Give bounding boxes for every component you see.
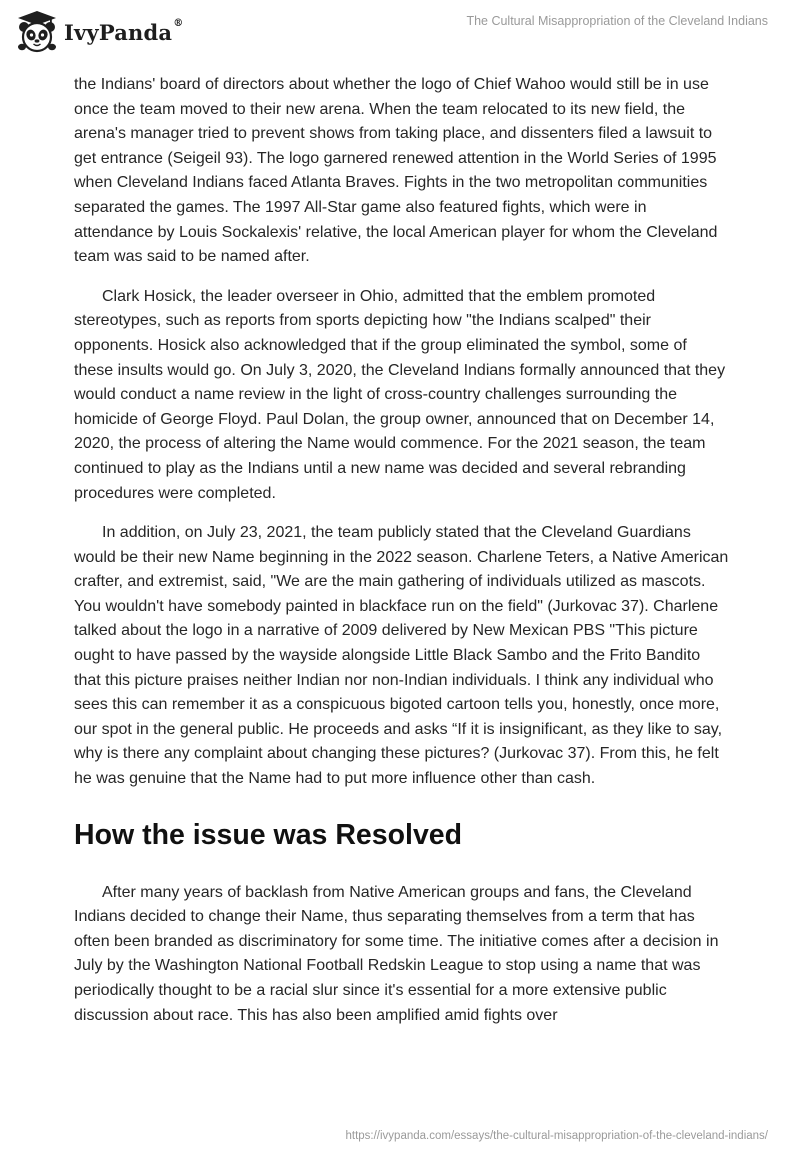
brand-name — [64, 17, 184, 45]
panda-graduation-cap-icon — [14, 9, 60, 55]
article-body — [74, 73, 730, 1043]
brand-name-text: IvyPanda — [64, 19, 173, 45]
section-heading: How the issue was Resolved — [74, 818, 463, 851]
page-header — [0, 0, 800, 62]
paragraph: In addition, on July 23, 2021, the team publicly stated that the Cleveland Guardians would be their new Name beginning in the 2022 season. Charlene Teters, a Native American crafter, and extremist, said, "We are the main gathering of individuals utilized as mascots. You wouldn't have somebody painted in blackface run on the field" (Jurkovac 37). Charlene talked about the logo in a narrative of 2009 delivered by New Mexican PBS "This picture ought to have passed by the wayside alongside Little Black Sambo and the Frito Bandito that this picture praises neither Indian nor non-Indian individuals. I think any individual who sees this can remember it as a conspicuous bigoted cartoon tells you, honestly, once more, our spot in the general public. He proceeds and asks “If it is insignificant, as they like to say, why is there any complaint about changing these pictures? (Jurkovac 37). From this, he felt he was genuine that the Name had to put more influence other than cash. — [74, 524, 729, 788]
registered-mark: ® — [173, 17, 184, 29]
document-title: The Cultural Misappropriation of the Cleveland Indians — [466, 14, 768, 28]
paragraph: After many years of backlash from Native American groups and fans, the Cleveland Indians decided to change their Name, thus separating themselves from a term that has often been branded as discriminatory for some time. The initiative comes after a decision in July by the Washington National Football Redskin League to stop using a name that was periodically thought to be a racial slur since it's essential for a more extensive public discussion about race. This has also been amplified amid fights over — [74, 883, 719, 1024]
paragraph: the Indians' board of directors about whether the logo of Chief Wahoo would still be in use once the team moved to their new arena. When the team relocated to its new field, the arena's manager tried to prevent shows from taking place, and dissenters filed a lawsuit to get entrance (Seigeil 93). The logo garnered renewed attention in the World Series of 1995 when Cleveland Indians faced Atlanta Braves. Fights in the two metropolitan communities separated the games. The 1997 All-Star game also featured fights, which were in attendance by Louis Sockalexis' relative, the local American player for whom the Cleveland team was said to be named after. — [74, 76, 718, 266]
ivypanda-logo[interactable] — [14, 9, 183, 55]
source-url[interactable]: https://ivypanda.com/essays/the-cultural-misappropriation-of-the-cleveland-indians/ — [345, 1130, 768, 1142]
paragraph: Clark Hosick, the leader overseer in Ohio, admitted that the emblem promoted stereotypes, such as reports from sports depicting how "the Indians scalped" their opponents. Hosick also acknowledged that if the group eliminated the symbol, some of these insults would go. On July 3, 2020, the Cleveland Indians formally announced that they would conduct a name review in the light of cross-country challenges surrounding the homicide of George Floyd. Paul Dolan, the group owner, announced that on December 14, 2020, the process of altering the Name would commence. For the 2021 season, the team continued to play as the Indians until a new name was decided and several rebranding procedures were completed. — [74, 287, 726, 502]
